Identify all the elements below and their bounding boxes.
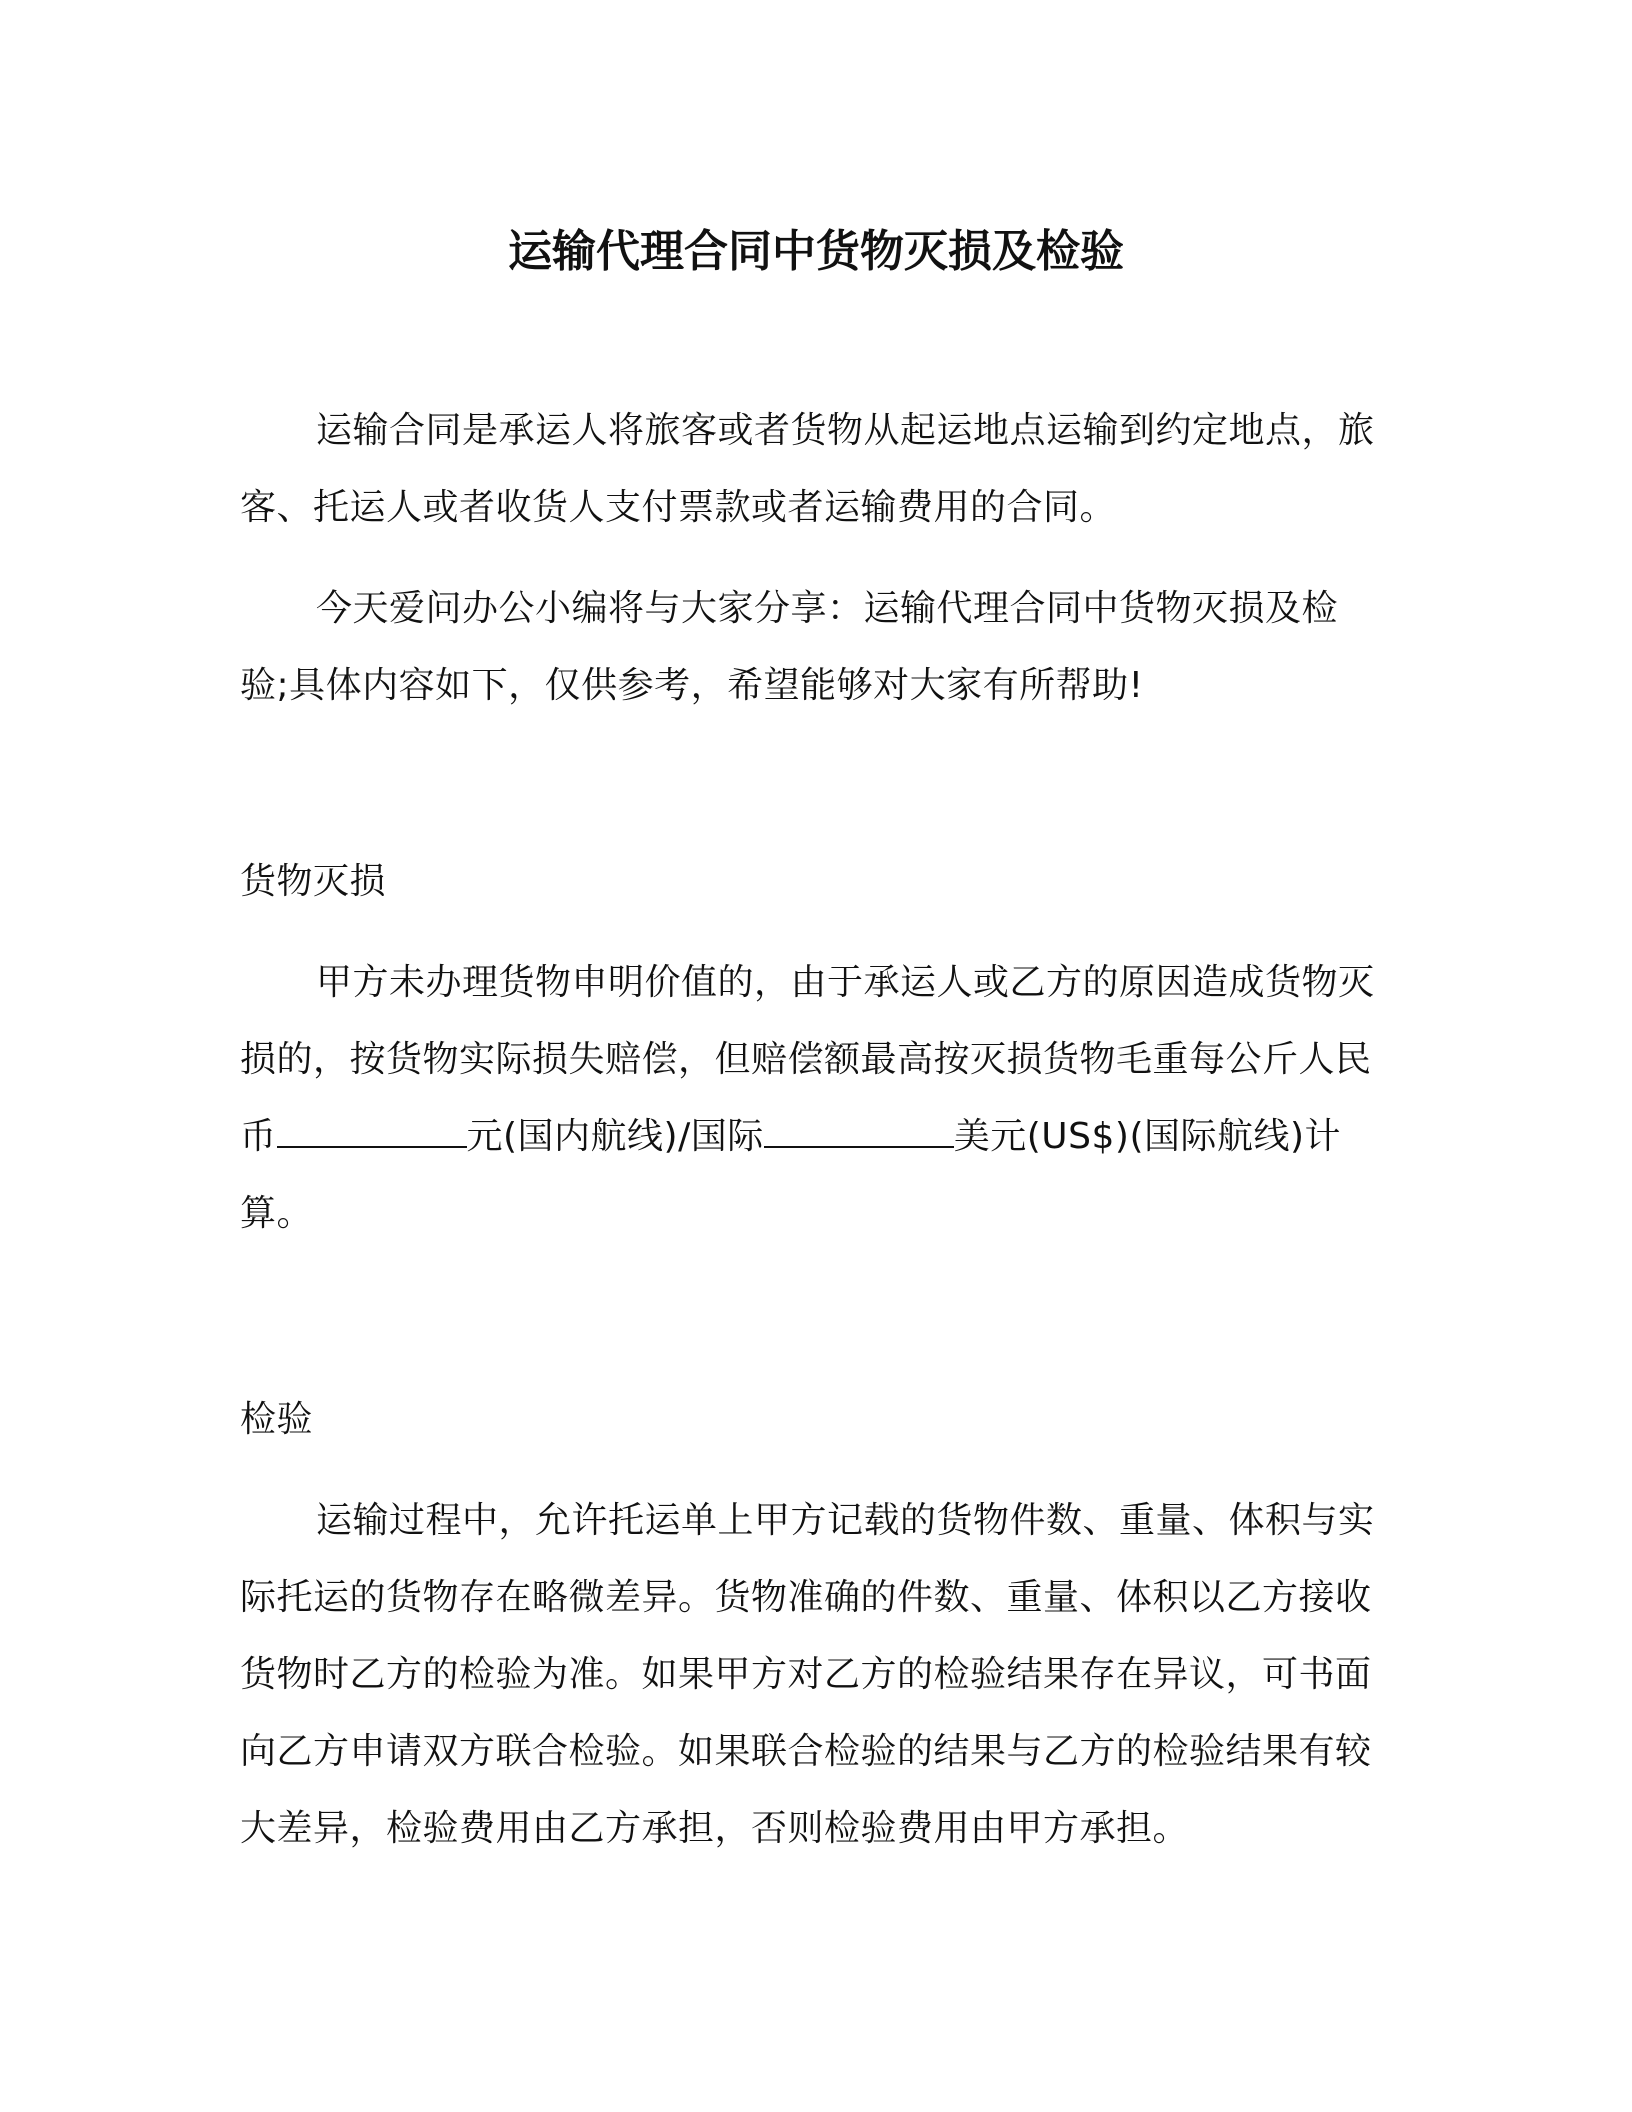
intro-paragraph-1-block	[240, 392, 1380, 546]
fill-blank-international	[764, 1112, 954, 1148]
section-inspection-heading-block	[240, 1390, 1380, 1450]
fill-blank-domestic	[277, 1112, 467, 1148]
section-loss-heading-block	[240, 852, 1380, 912]
intro-paragraph-2-block	[240, 570, 1380, 724]
section-paragraph-inspection: 运输过程中，允许托运单上甲方记载的货物件数、重量、体积与实际托运的货物存在略微差异。货物准确的件数、重量、体积以乙方接收货物时乙方的检验为准。如果甲方对乙方的检验结果存在异议，可书面向乙方申请双方联合检验。如果联合检验的结果与乙方的检验结果有较大差异，检验费用由乙方承担，否则检验费用由甲方承担。	[240, 1500, 1375, 1849]
intro-paragraph-1: 运输合同是承运人将旅客或者货物从起运地点运输到约定地点，旅客、托运人或者收货人支付票款或者运输费用的合同。	[240, 410, 1375, 528]
document-title: 运输代理合同中货物灭损及检验	[508, 226, 1124, 277]
intro-paragraph-2: 今天爱问办公小编将与大家分享：运输代理合同中货物灭损及检验;具体内容如下，仅供参考，希望能够对大家有所帮助!	[240, 588, 1339, 706]
loss-text-part-2: 元(国内航线)/国际	[466, 1116, 764, 1157]
section-paragraph-loss	[240, 944, 1380, 1252]
section-inspection-body	[240, 1482, 1380, 1867]
loss-text-part-1: 甲方未办理货物申明价值的，由于承运人或乙方的原因造成货物灭损的，按货物实际损失赔偿，但赔偿额最高按灭损货物毛重每公斤人民币	[240, 962, 1375, 1157]
section-heading-inspection: 检验	[240, 1399, 314, 1440]
section-loss-body	[240, 944, 1380, 1252]
loss-text-part-3: 美元(US$)(国际航线)计算。	[240, 1116, 1342, 1234]
section-heading-loss: 货物灭损	[240, 861, 387, 902]
